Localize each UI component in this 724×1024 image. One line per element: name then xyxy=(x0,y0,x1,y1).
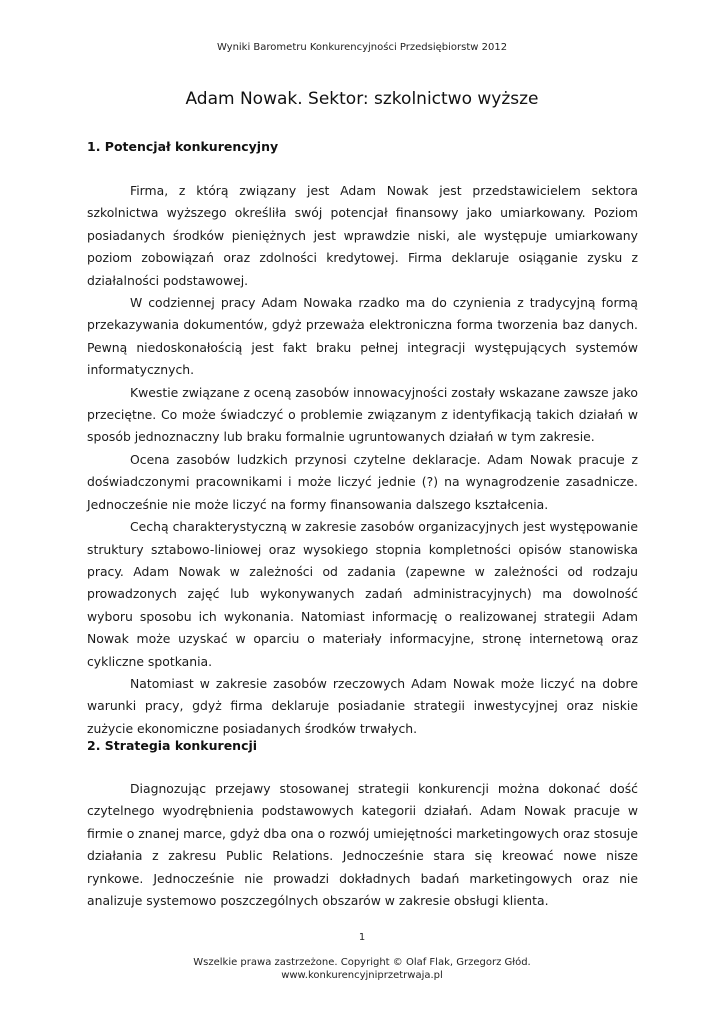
section-body-strategy xyxy=(87,778,638,912)
section-body-potential xyxy=(87,180,638,740)
paragraph: Diagnozując przejawy stosowanej strategii konkurencji można dokonać dość czytelnego wyodrębnienia podstawowych kategorii działań. Adam Nowak pracuje w firmie o znanej marce, gdyż dba ona o rozwój umiejętności marketingowych oraz stosuje działania z zakresu Public Relations. Jednocześnie stara się kreować nowe nisze rynkowe. Jednocześnie nie prowadzi dokładnych badań marketingowych oraz nie analizuje systemowo poszczególnych obszarów w zakresie obsługi klienta. xyxy=(87,781,638,909)
paragraph: Natomiast w zakresie zasobów rzeczowych Adam Nowak może liczyć na dobre warunki pracy, gdyż firma deklaruje posiadanie strategii inwestycyjnej oraz niskie zużycie ekonomiczne posiadanych środków trwałych. xyxy=(87,675,638,736)
footer-website-link[interactable]: www.konkurencyjniprzetrwaja.pl xyxy=(281,970,443,981)
paragraph: Kwestie związane z oceną zasobów innowacyjności zostały wskazane zawsze jako przeciętne. Co może świadczyć o problemie związanym z identyfikacją takich działań w sposób jednoznaczny lub braku formalnie ugruntowanych działań w tym zakresie. xyxy=(87,384,638,445)
paragraph: W codziennej pracy Adam Nowaka rzadko ma do czynienia z tradycyjną formą przekazywania dokumentów, gdyż przeważa elektroniczna forma tworzenia baz danych. Pewną niedoskonałością jest fakt braku pełnej integracji występujących systemów informatycznych. xyxy=(87,295,638,378)
section-heading-strategy: 2. Strategia konkurencji xyxy=(87,738,258,753)
page-title: Adam Nowak. Sektor: szkolnictwo wyższe xyxy=(185,89,539,109)
footer xyxy=(0,956,724,982)
page-number: 1 xyxy=(358,932,366,943)
section-heading-potential: 1. Potencjał konkurencyjny xyxy=(87,139,279,154)
footer-copyright: Wszelkie prawa zastrzeżone. Copyright © Olaf Flak, Grzegorz Głód. xyxy=(193,957,531,968)
paragraph: Firma, z którą związany jest Adam Nowak jest przedstawicielem sektora szkolnictwa wyższego określiła swój potencjał finansowy jako umiarkowany. Poziom posiadanych środków pieniężnych jest wprawdzie niski, ale występuje umiarkowany poziom zobowiązań oraz zdolności kredytowej. Firma deklaruje osiąganie zysku z działalności podstawowej. xyxy=(87,183,638,288)
running-header: Wyniki Barometru Konkurencyjności Przedsiębiorstw 2012 xyxy=(216,42,508,53)
paragraph: Cechą charakterystyczną w zakresie zasobów organizacyjnych jest występowanie struktury sztabowo-liniowej oraz wysokiego stopnia kompletności opisów stanowiska pracy. Adam Nowak w zależności od zadania (zapewne w zależności od rodzaju prowadzonych zajęć lub wykonywanych zadań administracyjnych) ma dowolność wyboru sposobu ich wykonania. Natomiast informację o realizowanej strategii Adam Nowak może uzyskać w oparciu o materiały informacyjne, stronę internetową oraz cykliczne spotkania. xyxy=(87,519,638,669)
paragraph: Ocena zasobów ludzkich przynosi czytelne deklaracje. Adam Nowak pracuje z doświadczonymi pracownikami i może liczyć jednie (?) na wynagrodzenie zasadnicze. Jednocześnie nie może liczyć na formy finansowania dalszego kształcenia. xyxy=(87,451,638,512)
